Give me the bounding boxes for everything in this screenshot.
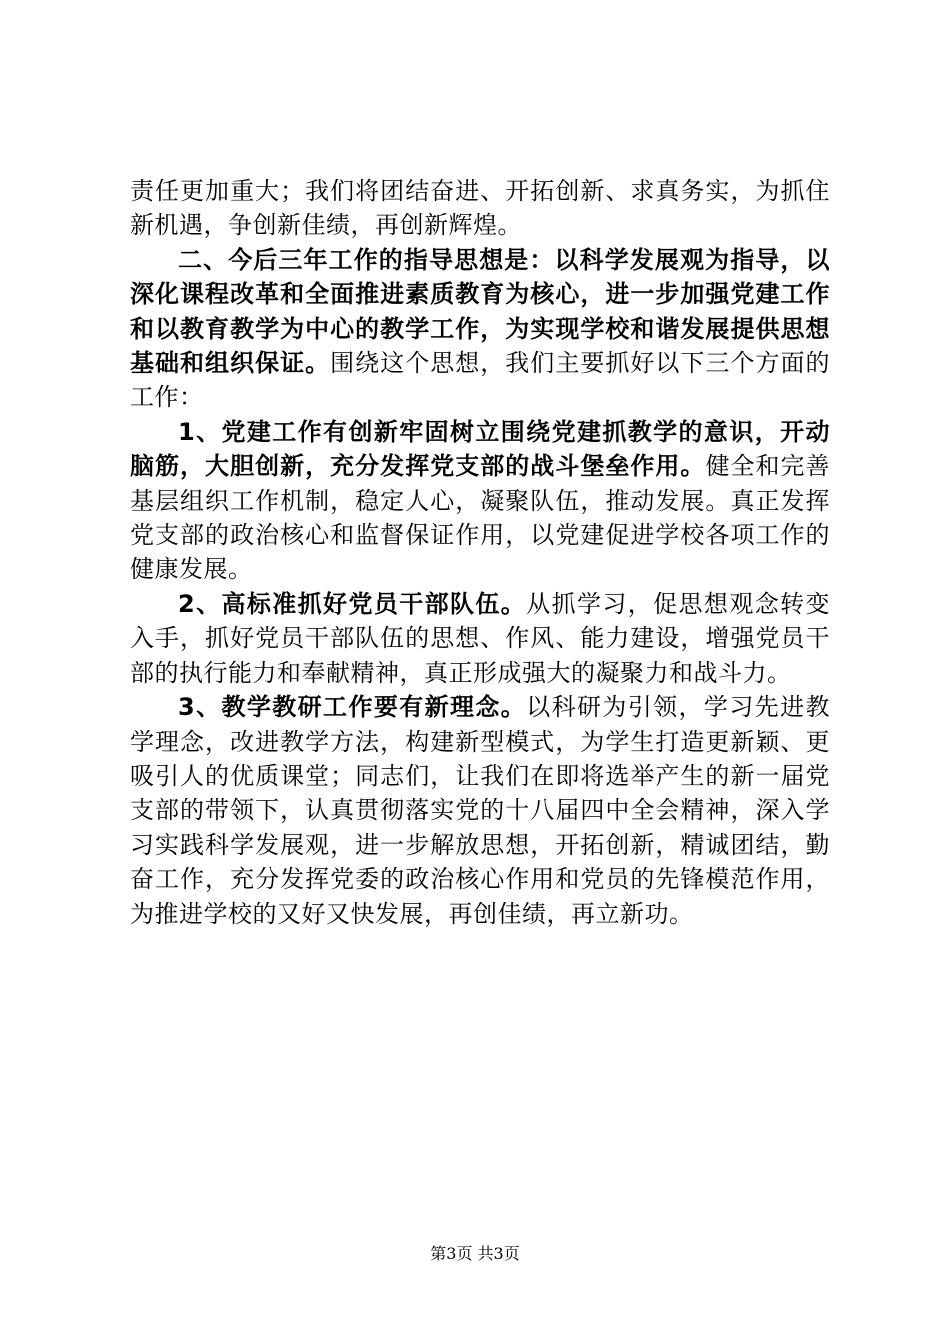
paragraph-heading: 2、高标准抓好党员干部队伍。 — [178, 589, 527, 618]
paragraph-text: 从抓学习，促思想观念转变入手，抓好党员干部队伍的思想、作风、能力建设，增强党员干部的执行能力和奉献精神，真正形成强大的凝聚力和战斗力。 — [130, 589, 830, 687]
paragraph-item-3 — [130, 690, 830, 931]
document-body — [130, 174, 830, 931]
paragraph-text: 围绕这个思想，我们主要抓好以下三个方面的工作： — [130, 349, 831, 412]
paragraph-text: 以科研为引领，学习先进教学理念，改进教学方法，构建新型模式，为学生打造更新颖、更吸引人的优质课堂；同志们，让我们在即将选举产生的新一届党支部的带领下，认真贯彻落实党的十八届四中全会精神，深入学习实践科学发展观，进一步解放思想，开拓创新，精诚团结，勤奋工作，充分发挥党委的政治核心作用和党员的先锋模范作用，为推进学校的又好又快发展，再创佳绩，再立新功。 — [130, 693, 830, 928]
paragraph-heading: 1、党建工作有创新牢固树立围绕党建抓教学的意识，开动脑筋，大胆创新，充分发挥党支部的战斗堡垒作用。 — [130, 417, 830, 481]
paragraph-heading: 二、今后三年工作的指导思想是：以科学发展观为指导，以深化课程改革和全面推进素质教育为核心，进一步加强党建工作和以教育教学为中心的教学工作，为实现学校和谐发展提供思想基础和组织保证。 — [130, 245, 830, 378]
paragraph-item-2 — [130, 587, 830, 690]
paragraph-heading: 3、教学教研工作要有新理念。 — [178, 693, 527, 722]
paragraph-continuation — [130, 174, 830, 243]
page-number-label: 第3页 共3页 — [430, 1244, 520, 1263]
paragraph-guiding-thought — [130, 243, 830, 415]
paragraph-text: 责任更加重大；我们将团结奋进、开拓创新、求真务实，为抓住新机遇，争创新佳绩，再创新辉煌。 — [130, 177, 830, 240]
paragraph-text: 健全和完善基层组织工作机制，稳定人心，凝聚队伍，推动发展。真正发挥党支部的政治核心和监督保证作用，以党建促进学校各项工作的健康发展。 — [130, 452, 831, 584]
page-footer — [0, 1244, 950, 1264]
paragraph-item-1 — [130, 415, 830, 587]
